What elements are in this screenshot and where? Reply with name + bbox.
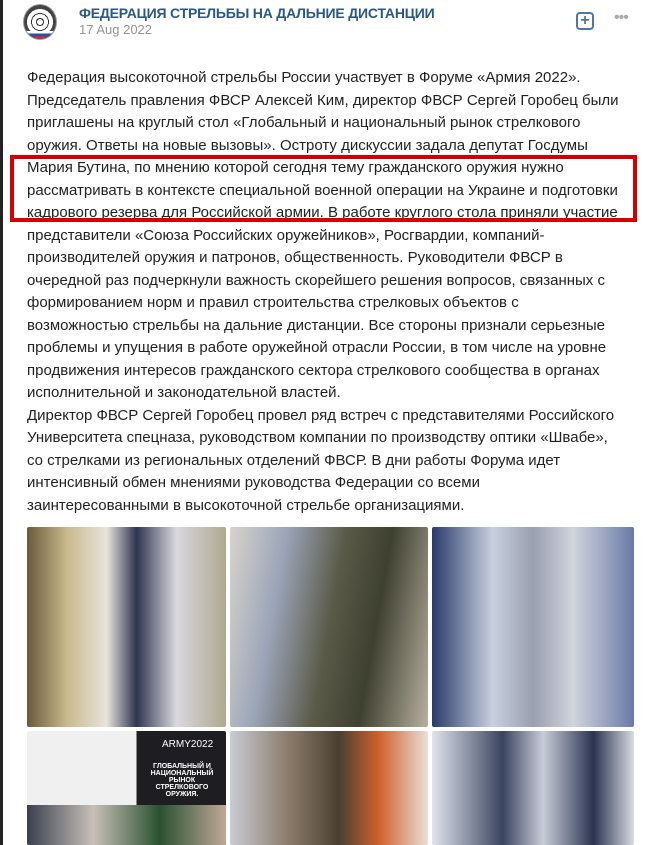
text-line: Федерация высокоточной стрельбы России участвует в Форуме «Армия 2022». — [27, 69, 581, 86]
text-line: Мария Бутина, по мнению которой сегодня тему гражданского оружия нужно — [27, 159, 564, 176]
text-line: со стрелками из региональных отделений ФВСР. В дни работы Форума идет — [27, 451, 561, 469]
text-line: представители «Союза Российских оружейников», Росгвардии, компаний- — [27, 226, 545, 244]
text-line: возможностью стрельбы на дальние дистанции. Все стороны признали серьезные — [27, 316, 605, 334]
post-date[interactable]: 17 Aug 2022 — [79, 22, 153, 37]
text-line: Директор ФВСР Сергей Горобец провел ряд встреч с представителями Российского — [27, 406, 615, 424]
text-line: Председатель правления ФВСР Алексей Ким, директор ФВСР Сергей Горобец были — [27, 91, 619, 109]
community-name[interactable]: ФЕДЕРАЦИЯ СТРЕЛЬБЫ НА ДАЛЬНИЕ ДИСТАНЦИИ — [79, 5, 435, 21]
highlight-box — [10, 155, 637, 222]
add-icon[interactable]: + — [576, 12, 594, 30]
photo-1[interactable] — [27, 527, 226, 727]
text-line: производителей оружия и патронов, общественность. Руководители ФВСР в — [27, 249, 563, 266]
photo-5[interactable] — [230, 731, 428, 845]
photo-2[interactable] — [230, 527, 428, 727]
text-line: исполнительной и законодательной властей. — [27, 384, 341, 401]
panel-participants — [27, 805, 226, 845]
text-line: оружия. Ответы на новые вызовы». Остроту дискуссии задала депутат Госдумы — [27, 136, 588, 154]
text-line: интенсивный обмен мнениями руководства Федерации со всеми — [27, 474, 480, 491]
window-edge — [0, 0, 3, 845]
banner-caption: ГЛОБАЛЬНЫЙ И НАЦИОНАЛЬНЫЙ РЫНОК СТРЕЛКОВОГО ОРУЖИЯ. — [150, 763, 214, 798]
banner-brand: ARMY2022 — [162, 739, 214, 750]
text-line: очередной раз подчеркнули важность скорейшего решения вопросов, связанных с — [27, 271, 605, 289]
text-line: заинтересованными в высокоточной стрельбе организациями. — [27, 496, 465, 514]
text-line: приглашены на круглый стол «Глобальный и национальный рынок стрелкового — [27, 114, 581, 131]
text-line: Университета спецназа, руководством компании по производству оптики «Швабе», — [27, 429, 608, 446]
text-line: продвижения интересов гражданского сектора стрелкового сообщества в органах — [27, 361, 600, 379]
photo-6[interactable] — [432, 731, 634, 845]
text-line: кадрового резерва для Российской армии. В работе круглого стола приняли участие — [27, 204, 618, 221]
community-avatar[interactable] — [23, 4, 57, 40]
text-line: рассматривать в контексте специальной военной операции на Украине и подготовки — [27, 181, 618, 199]
text-line: проблемы и упущения в работе оружейной отрасли России, в том числе на уровне — [27, 339, 607, 356]
post-text — [27, 67, 619, 517]
photo-3[interactable] — [432, 527, 634, 727]
text-line: формированием норм и правил строительства стрелковых объектов с — [27, 294, 519, 311]
photo-4[interactable] — [27, 731, 226, 845]
more-options-icon[interactable]: ••• — [614, 9, 628, 26]
